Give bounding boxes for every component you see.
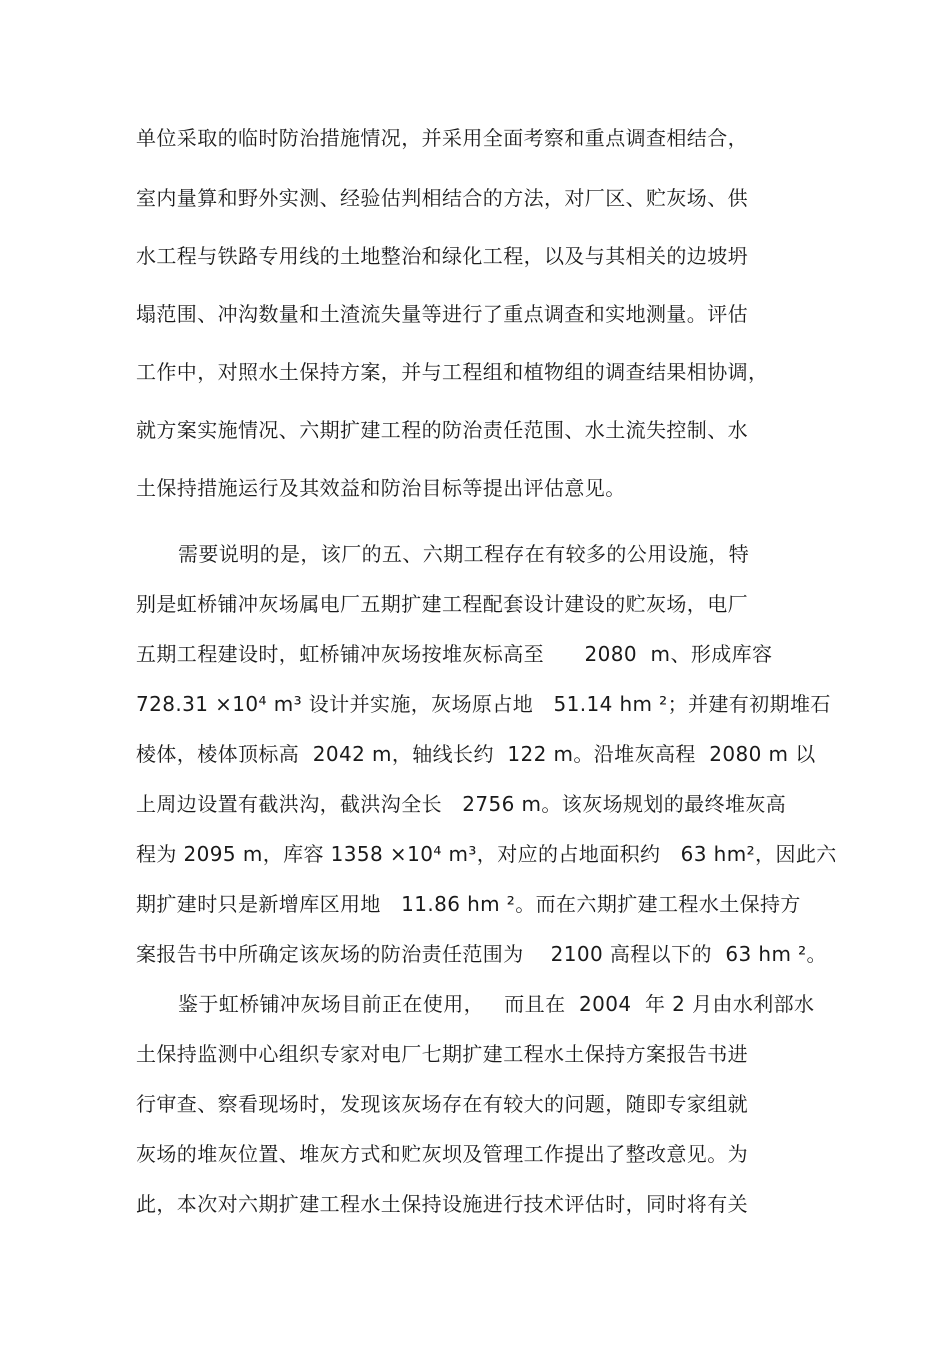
paragraph-line: 程为 2095 m，库容 1358 ×10⁴ m³，对应的占地面积约 63 hm²，因此六 bbox=[136, 842, 837, 866]
paragraph-line: 行审查、察看现场时，发现该灰场存在有较大的问题，随即专家组就 bbox=[136, 1092, 748, 1116]
paragraph-line: 土保持措施运行及其效益和防治目标等提出评估意见。 bbox=[136, 476, 626, 500]
paragraph-line: 案报告书中所确定该灰场的防治责任范围为 2100 高程以下的 63 hm ²。 bbox=[136, 942, 827, 966]
paragraph-line: 五期工程建设时，虹桥铺冲灰场按堆灰标高至 2080 m、形成库容 bbox=[136, 642, 773, 666]
paragraph-line: 水工程与铁路专用线的土地整治和绿化工程，以及与其相关的边坡坍 bbox=[136, 244, 748, 268]
paragraph-first-line: 需要说明的是，该厂的五、六期工程存在有较多的公用设施，特 bbox=[178, 542, 750, 566]
paragraph-line: 灰场的堆灰位置、堆灰方式和贮灰坝及管理工作提出了整改意见。为 bbox=[136, 1142, 748, 1166]
paragraph-line: 就方案实施情况、六期扩建工程的防治责任范围、水土流失控制、水 bbox=[136, 418, 748, 442]
paragraph-line: 期扩建时只是新增库区用地 11.86 hm ²。而在六期扩建工程水土保持方 bbox=[136, 892, 801, 916]
paragraph-line: 728.31 ×10⁴ m³ 设计并实施，灰场原占地 51.14 hm ²；并建有初期堆石 bbox=[136, 692, 831, 716]
paragraph-line: 此，本次对六期扩建工程水土保持设施进行技术评估时，同时将有关 bbox=[136, 1192, 748, 1216]
paragraph-line: 室内量算和野外实测、经验估判相结合的方法，对厂区、贮灰场、供 bbox=[136, 186, 748, 210]
paragraph-line: 土保持监测中心组织专家对电厂七期扩建工程水土保持方案报告书进 bbox=[136, 1042, 748, 1066]
paragraph-line: 棱体，棱体顶标高 2042 m，轴线长约 122 m。沿堆灰高程 2080 m 以 bbox=[136, 742, 816, 766]
paragraph-line: 别是虹桥铺冲灰场属电厂五期扩建工程配套设计建设的贮灰场，电厂 bbox=[136, 592, 748, 616]
paragraph-first-line: 鉴于虹桥铺冲灰场目前正在使用， 而且在 2004 年 2 月由水利部水 bbox=[178, 992, 815, 1016]
paragraph-line: 单位采取的临时防治措施情况，并采用全面考察和重点调查相结合， bbox=[136, 126, 748, 150]
paragraph-line: 塌范围、冲沟数量和土渣流失量等进行了重点调查和实地测量。评估 bbox=[136, 302, 748, 326]
paragraph-line: 工作中，对照水土保持方案，并与工程组和植物组的调查结果相协调， bbox=[136, 360, 769, 384]
paragraph-line: 上周边设置有截洪沟，截洪沟全长 2756 m。该灰场规划的最终堆灰高 bbox=[136, 792, 787, 816]
